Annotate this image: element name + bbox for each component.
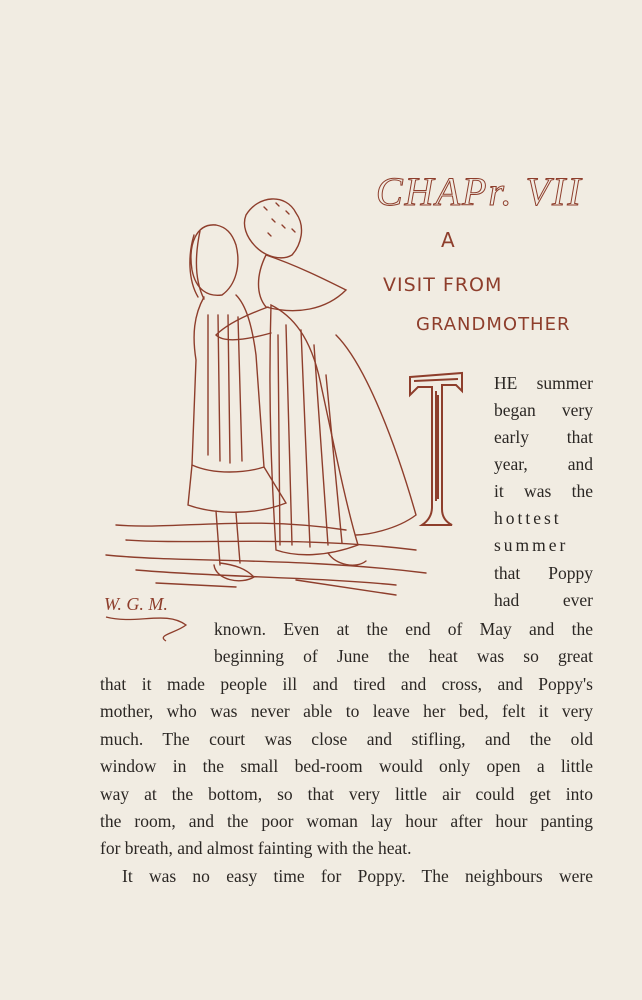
- body-line: began very: [494, 400, 593, 420]
- grandmother-embrace-illustration: [96, 185, 456, 645]
- body-line: HE summer: [494, 373, 593, 393]
- artist-signature: W. G. M.: [104, 594, 168, 614]
- body-line: It was no easy time for Poppy. The neighbours were: [122, 866, 593, 886]
- body-line: year, and: [494, 454, 593, 474]
- drop-cap-t: [408, 369, 464, 529]
- chapter-label: CHAPr. VII: [376, 169, 583, 214]
- body-line: had ever: [494, 590, 593, 610]
- body-line: much. The court was close and stifling, and the old: [100, 729, 593, 749]
- body-line: for breath, and almost fainting with the heat.: [100, 838, 412, 858]
- body-line: that it made people ill and tired and cross, and Poppy's: [100, 674, 593, 694]
- body-line: summer: [494, 535, 569, 555]
- body-line: known. Even at the end of May and the: [214, 619, 593, 639]
- body-line: it was the: [494, 481, 593, 501]
- body-line: way at the bottom, so that very little air could get into: [100, 784, 593, 804]
- body-line: mother, who was never able to leave her bed, felt it very: [100, 701, 593, 721]
- body-line: that Poppy: [494, 563, 593, 583]
- chapter-title-line1: VISIT FROM: [383, 274, 503, 296]
- body-line: window in the small bed-room would only open a little: [100, 756, 593, 776]
- body-line: the room, and the poor woman lay hour after hour panting: [100, 811, 593, 831]
- body-line: beginning of June the heat was so great: [214, 646, 593, 666]
- body-line: hottest: [494, 508, 562, 528]
- chapter-title-article: A: [441, 228, 456, 252]
- chapter-title-line2: GRANDMOTHER: [416, 314, 571, 335]
- body-line: early that: [494, 427, 593, 447]
